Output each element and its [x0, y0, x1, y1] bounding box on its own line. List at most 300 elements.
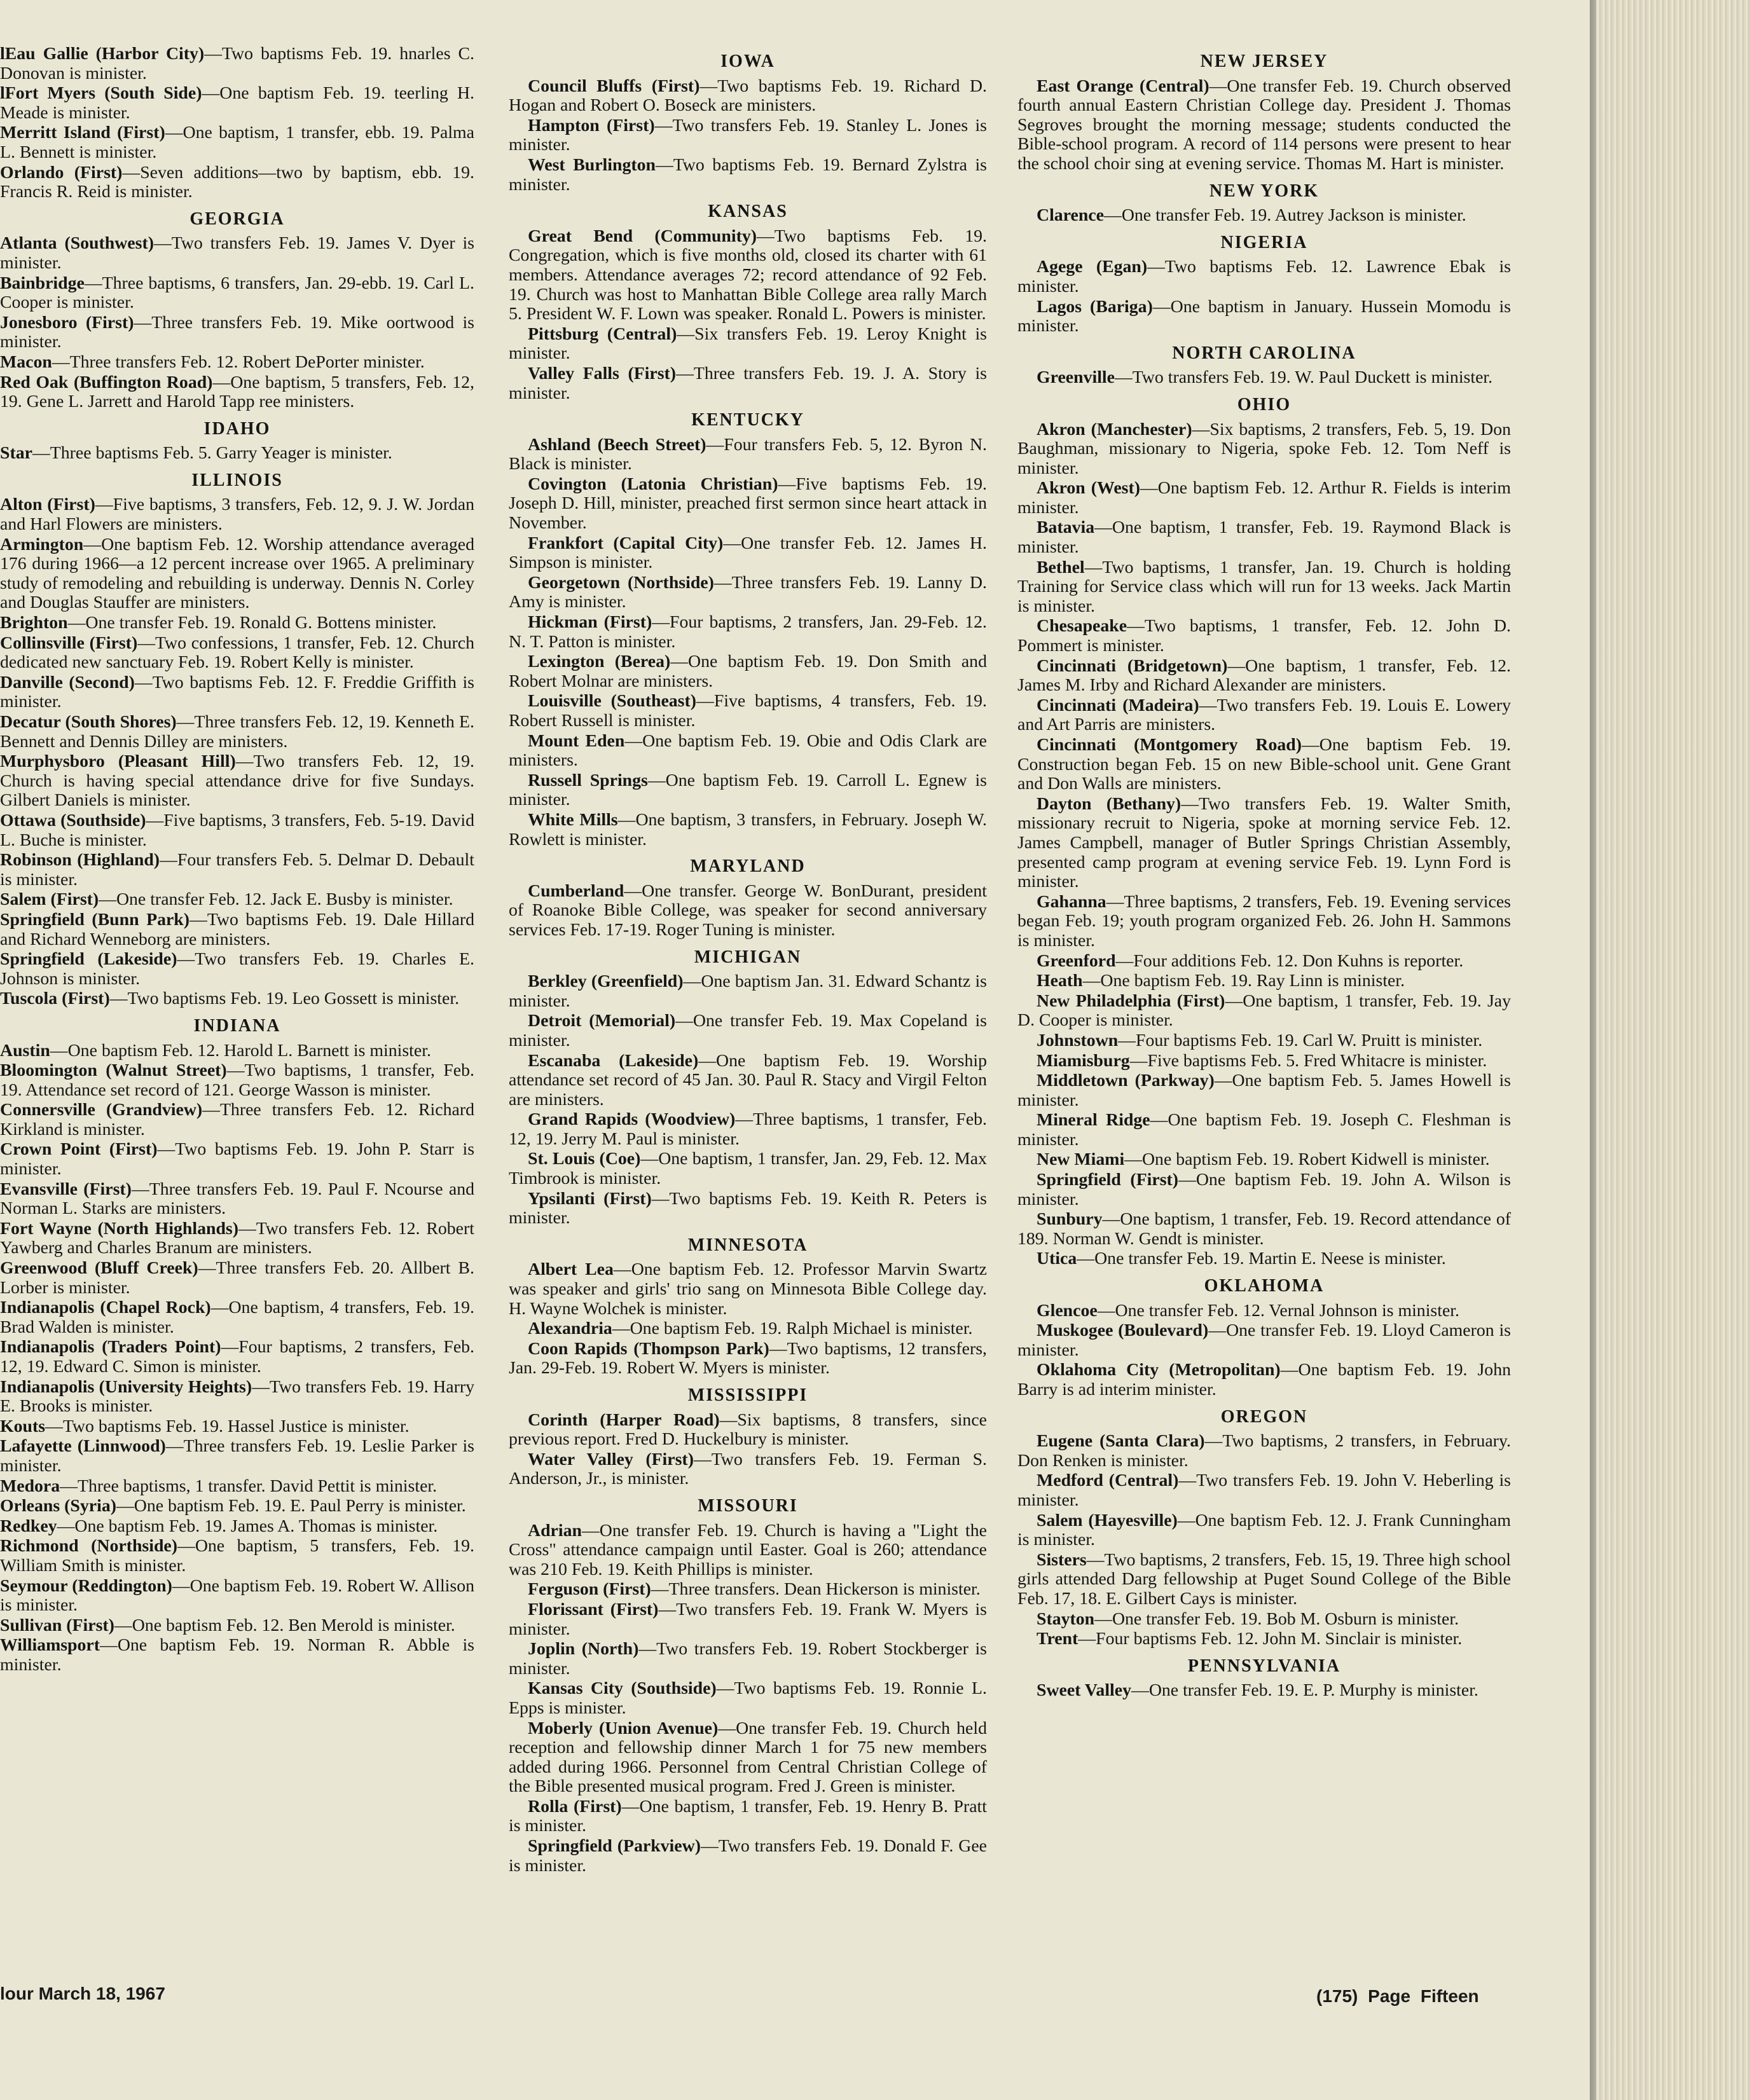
report-text: —Two baptisms, 2 transfers, in February. Don Renken is minister. — [1017, 1431, 1511, 1471]
report-text: —Two baptisms Feb. 19. Congregation, which is five months old, closed its charter with 61 members. Attendance averages 72; record attendance of 92 Feb. 19. Church was host to Manhattan Bible College area rally March 5. President W. F. Lown was speaker. Ronald L. Powers is minister. — [509, 226, 987, 324]
church-report-entry — [1017, 971, 1511, 991]
report-text: —One transfer Feb. 12. Vernal Johnson is minister. — [1097, 1300, 1459, 1321]
report-text: —Two transfers Feb. 19. Frank W. Myers is minister. — [509, 1599, 987, 1639]
church-name: Fort Wayne (North Highlands) — [0, 1218, 238, 1239]
church-name: Connersville (Grandview) — [0, 1100, 203, 1120]
church-report-entry — [509, 1797, 987, 1836]
report-text: —Two baptisms, 1 transfer, Jan. 19. Church is holding Training for Service class which will run for 13 weeks. Jack Martin is minister. — [1017, 557, 1511, 616]
church-report-entry — [1017, 479, 1511, 518]
church-report-entry — [1017, 1511, 1511, 1550]
church-name: Cincinnati (Bridgetown) — [1037, 655, 1228, 676]
report-text: —Two transfers Feb. 19. James V. Dyer is minister. — [0, 233, 474, 273]
church-name: Orleans (Syria) — [0, 1496, 116, 1516]
report-text: —Three baptisms Feb. 5. Garry Yeager is minister. — [32, 443, 392, 463]
state-heading: NIGERIA — [1220, 232, 1308, 252]
church-report-entry — [0, 1616, 474, 1636]
church-report-entry — [1017, 992, 1511, 1031]
church-name: Glencoe — [1037, 1300, 1098, 1321]
church-report-entry — [0, 1140, 474, 1179]
church-report-entry — [509, 1319, 987, 1339]
report-text: —Two transfers Feb. 19. W. Paul Duckett is minister. — [1115, 367, 1493, 388]
church-report-entry — [1017, 1249, 1511, 1269]
report-text: —One baptism, 3 transfers, in February. Joseph W. Rowlett is minister. — [509, 809, 987, 849]
church-report-entry — [509, 692, 987, 731]
report-text: —Two transfers Feb. 19. Walter Smith, missionary recruit to Nigeria, spoke at morning service Feb. 12. James Campbell, manager of Butler Springs Christian Assembly, presented camp program at evening service Feb. 19. Lynn Ford is minister. — [1017, 793, 1511, 892]
report-text: —One transfer Feb. 19. Lloyd Cameron is minister. — [1017, 1321, 1511, 1360]
church-name: Frankfort (Capital City) — [528, 533, 724, 553]
report-text: —One baptism, 1 transfer, Feb. 19. Raymond Black is minister. — [1017, 518, 1511, 558]
church-name: Batavia — [1037, 518, 1095, 538]
report-text: —One baptism in January. Hussein Momodu is minister. — [1017, 296, 1511, 336]
church-report-entry — [509, 1150, 987, 1188]
report-text: —Three transfers Feb. 20. Allbert B. Lorber is minister. — [0, 1258, 474, 1298]
church-name: lEau Gallie (Harbor City) — [0, 44, 205, 64]
church-name: Ottawa (Southside) — [0, 810, 146, 830]
church-report-entry — [509, 77, 987, 116]
church-report-entry — [0, 1378, 474, 1417]
report-text: —Five baptisms, 4 transfers, Feb. 19. Robert Russell is minister. — [509, 691, 987, 731]
church-name: Cincinnati (Madeira) — [1037, 695, 1199, 715]
church-name: White Mills — [528, 809, 618, 830]
church-name: Covington (Latonia Christian) — [528, 474, 778, 494]
church-report-entry — [1017, 1150, 1511, 1170]
church-report-entry — [0, 313, 474, 352]
church-name: Decatur (South Shores) — [0, 712, 177, 732]
church-report-entry — [509, 1679, 987, 1718]
church-name: Sunbury — [1037, 1209, 1103, 1230]
church-report-entry — [0, 1101, 474, 1139]
church-name: Red Oak (Buffington Road) — [0, 372, 213, 392]
report-text: —One transfer Feb. 19. Martin E. Neese is minister. — [1077, 1249, 1446, 1269]
report-text: —Six baptisms, 8 transfers, since previous report. Fred D. Huckelbury is minister. — [509, 1410, 987, 1450]
church-name: Council Bluffs (First) — [528, 76, 700, 96]
church-name: Stayton — [1037, 1609, 1095, 1629]
church-name: Atlanta (Southwest) — [0, 233, 154, 254]
state-heading: MISSISSIPPI — [687, 1385, 808, 1405]
report-text: —Two transfers Feb. 19. Stanley L. Jones is minister. — [509, 115, 987, 155]
church-name: Springfield (Bunn Park) — [0, 909, 190, 930]
church-name: Bethel — [1037, 557, 1085, 577]
state-heading: MARYLAND — [690, 856, 806, 877]
report-text: —One baptism Feb. 5. James Howell is minister. — [1017, 1071, 1511, 1110]
report-text: —One baptism Feb. 19. John Barry is ad interim minister. — [1017, 1360, 1511, 1399]
church-name: Adrian — [528, 1520, 582, 1541]
church-report-entry — [0, 1437, 474, 1476]
church-name: Cumberland — [528, 881, 624, 901]
report-text: —One baptism Feb. 12. Worship attendance averaged 176 during 1966—a 12 percent increase over 1965. A preliminary study of remodeling and rebuilding is underway. Dennis N. Corley and Douglas Stauffer are ministers. — [0, 534, 474, 613]
church-report-entry — [0, 1061, 474, 1100]
church-name: Indianapolis (Chapel Rock) — [0, 1298, 211, 1318]
church-name: Akron (Manchester) — [1037, 419, 1192, 439]
church-name: lFort Myers (South Side) — [0, 83, 202, 104]
footer-date: lour March 18, 1967 — [0, 1984, 165, 2003]
church-name: Albert Lea — [528, 1259, 614, 1280]
church-name: Greenwood (Bluff Creek) — [0, 1258, 198, 1279]
church-name: Mineral Ridge — [1037, 1110, 1150, 1130]
church-name: Indianapolis (University Heights) — [0, 1376, 252, 1397]
church-report-entry — [0, 495, 474, 534]
report-text: —One baptism, 1 transfer, ebb. 19. Palma L. Bennett is minister. — [0, 123, 474, 162]
church-name: Dayton (Bethany) — [1037, 793, 1182, 814]
church-name: Detroit (Memorial) — [528, 1011, 676, 1031]
report-text: —One baptism Feb. 12. Professor Marvin Swartz was speaker and girls' trio sang on Minnesota Bible College day. H. Wayne Wolchek is minister. — [509, 1259, 988, 1319]
church-report-entry — [0, 84, 474, 123]
church-name: Indianapolis (Traders Point) — [0, 1337, 221, 1357]
report-text: —Two baptisms, 1 transfer, Feb. 12. John D. Pommert is minister. — [1017, 616, 1511, 656]
report-text: —One transfer Feb. 19. Church held reception and fellowship dinner March 1 for 75 new members added during 1966. Personnel from Central Christian College of the Bible presented musical program. Fred J. Green is minister. — [509, 1718, 987, 1797]
church-report-entry — [509, 771, 987, 810]
church-report-entry — [1017, 1210, 1511, 1249]
state-heading: NEW YORK — [1209, 181, 1319, 201]
church-report-entry — [1017, 1111, 1511, 1150]
church-report-entry — [0, 851, 474, 889]
church-report-entry — [509, 1521, 987, 1580]
church-name: Crown Point (First) — [0, 1139, 158, 1160]
church-name: Redkey — [0, 1516, 57, 1536]
church-report-entry — [1017, 1170, 1511, 1209]
footer-page-number: (175) Page Fifteen — [1316, 1986, 1479, 2006]
report-text: —Four baptisms, 2 transfers, Feb. 12, 19. Edward C. Simon is minister. — [0, 1337, 475, 1376]
report-text: —One transfer Feb. 19. Max Copeland is minister. — [509, 1011, 987, 1050]
report-text: —Three transfers Feb. 12. Richard Kirkland is minister. — [0, 1100, 474, 1139]
church-report-entry — [509, 436, 987, 474]
report-text: —One transfer Feb. 19. Bob M. Osburn is minister. — [1094, 1609, 1459, 1629]
church-report-entry — [0, 535, 474, 613]
report-text: —One baptism Feb. 19. Construction began Feb. 15 on new Bible-school unit. Gene Grant and Don Walls are ministers. — [1017, 735, 1511, 794]
state-heading: IOWA — [720, 51, 775, 71]
report-text: —Two confessions, 1 transfer, Feb. 12. Church dedicated new sanctuary Feb. 19. Robert Kelly is minister. — [0, 633, 474, 673]
report-text: —One baptism Feb. 19. Don Smith and Robert Molnar are ministers. — [509, 652, 987, 691]
church-name: Greenville — [1037, 367, 1115, 388]
report-text: —Four baptisms Feb. 12. John M. Sinclair is minister. — [1078, 1629, 1463, 1649]
church-name: New Miami — [1037, 1150, 1125, 1170]
church-name: St. Louis (Coe) — [528, 1149, 641, 1169]
church-report-entry — [0, 673, 474, 712]
church-name: Bloomington (Walnut Street) — [0, 1060, 227, 1081]
church-report-entry — [0, 373, 474, 412]
report-text: —Two baptisms, 2 transfers, Feb. 15, 19. Three high school girls attended Darg fellowship at Puget Sound College of the Bible Feb. 17, 18. E. Gilbert Cays is minister. — [1017, 1549, 1511, 1609]
church-report-entry — [509, 882, 987, 940]
state-heading: MISSOURI — [698, 1495, 798, 1516]
state-heading: GEORGIA — [189, 209, 285, 229]
report-text: —One baptism Feb. 19. Carroll L. Egnew is minister. — [509, 770, 987, 810]
church-name: Grand Rapids (Woodview) — [528, 1109, 736, 1130]
report-text: —Four transfers Feb. 5. Delmar D. Debault is minister. — [0, 850, 474, 889]
report-text: —Two baptisms Feb. 19. Keith R. Peters is minister. — [509, 1188, 987, 1228]
report-text: —One transfer. George W. BonDurant, president of Roanoke Bible College, was speaker for second anniversary services Feb. 17-19. Roger Tuning is minister. — [509, 881, 987, 940]
church-report-entry — [0, 1517, 474, 1537]
report-text: —Three baptisms, 6 transfers, Jan. 29-ebb. 19. Carl L. Cooper is minister. — [0, 273, 474, 313]
report-text: —Two baptisms Feb. 19. Bernard Zylstra is minister. — [509, 154, 987, 195]
report-text: —Two transfers Feb. 12, 19. Church is having special attendance drive for five Sundays. Gilbert Daniels is minister. — [0, 751, 474, 811]
church-name: Alexandria — [528, 1319, 612, 1339]
church-name: Hickman (First) — [528, 612, 652, 633]
church-report-entry — [1017, 1471, 1511, 1510]
church-report-entry — [509, 1012, 987, 1050]
church-name: Seymour (Reddington) — [0, 1575, 172, 1596]
church-report-entry — [0, 444, 474, 463]
church-report-entry — [0, 123, 474, 162]
church-report-entry — [1017, 1681, 1511, 1701]
report-text: —Three transfers Feb. 12. Robert DePorter minister. — [52, 352, 425, 372]
church-name: Russell Springs — [528, 770, 648, 790]
church-report-entry — [1017, 1071, 1511, 1110]
church-name: Corinth (Harper Road) — [528, 1410, 720, 1430]
report-text: —Four additions Feb. 12. Don Kuhns is reporter. — [1115, 950, 1464, 971]
report-text: —Two transfers Feb. 19. John V. Heberling is minister. — [1017, 1471, 1511, 1510]
report-text: —One baptism, 4 transfers, Feb. 19. Brad Walden is minister. — [0, 1298, 474, 1337]
report-text: —Three transfers. Dean Hickerson is minister. — [651, 1579, 981, 1600]
report-text: —One baptism Feb. 19. teerling H. Meade is minister. — [0, 83, 475, 123]
report-text: —Three baptisms, 1 transfer. David Pettit is minister. — [60, 1476, 438, 1496]
church-report-entry — [509, 227, 987, 324]
report-text: —Two transfers Feb. 19. Ferman S. Anderson, Jr., is minister. — [509, 1449, 987, 1489]
church-report-entry — [0, 1259, 474, 1298]
report-text: —One transfer Feb. 19. Autrey Jackson is minister. — [1104, 205, 1466, 226]
report-text: —Two transfers Feb. 19. Donald F. Gee is minister. — [509, 1836, 987, 1876]
church-report-entry — [509, 1600, 987, 1639]
church-report-entry — [509, 116, 987, 155]
report-text: —Two baptisms, 12 transfers, Jan. 29-Feb. 19. Robert W. Myers is minister. — [509, 1338, 987, 1378]
report-text: —Two baptisms Feb. 19. hnarles C. Donovan is minister. — [0, 44, 475, 83]
church-name: Middletown (Parkway) — [1037, 1071, 1215, 1091]
church-report-entry — [0, 45, 474, 83]
report-text: —Six transfers Feb. 19. Leroy Knight is minister. — [509, 324, 987, 364]
church-report-entry — [0, 910, 474, 949]
church-name: Rolla (First) — [528, 1796, 622, 1816]
church-report-entry — [1017, 518, 1511, 557]
church-name: Sisters — [1037, 1549, 1087, 1570]
church-name: Greenford — [1037, 950, 1116, 971]
church-name: Ashland (Beech Street) — [528, 434, 706, 455]
report-text: —Two transfers Feb. 19. Louis E. Lowery and Art Parris are ministers. — [1017, 695, 1511, 735]
church-report-entry — [509, 1190, 987, 1228]
church-name: Evansville (First) — [0, 1179, 132, 1199]
church-name: East Orange (Central) — [1037, 76, 1209, 96]
church-name: Lagos (Bariga) — [1037, 296, 1153, 317]
church-name: Utica — [1037, 1249, 1077, 1269]
church-report-entry — [0, 634, 474, 673]
report-text: —Three transfers Feb. 19. Mike oortwood is minister. — [0, 312, 474, 352]
report-text: —Three transfers Feb. 19. Leslie Parker is minister. — [0, 1436, 474, 1476]
report-text: —One baptism, 1 transfer, Feb. 19. Henry B. Pratt is minister. — [509, 1796, 987, 1836]
church-report-entry — [509, 1450, 987, 1489]
church-report-entry — [509, 1110, 987, 1149]
church-name: Springfield (First) — [1037, 1170, 1179, 1190]
church-name: Austin — [0, 1040, 50, 1060]
church-name: Great Bend (Community) — [528, 226, 757, 246]
church-name: Cincinnati (Montgomery Road) — [1037, 735, 1302, 755]
report-text: —One baptism Feb. 12. Arthur R. Fields is interim minister. — [1017, 478, 1511, 518]
report-text: —Four baptisms, 2 transfers, Jan. 29-Feb. 12. N. T. Patton is minister. — [509, 612, 987, 652]
report-text: —Seven additions—two by baptism, ebb. 19. Francis R. Reid is minister. — [0, 162, 474, 202]
church-name: Sweet Valley — [1037, 1680, 1132, 1701]
church-report-entry — [0, 614, 474, 633]
church-report-entry — [1017, 696, 1511, 735]
church-report-entry — [1017, 1321, 1511, 1360]
church-report-entry — [1017, 893, 1511, 951]
report-text: —Five baptisms Feb. 19. Joseph D. Hill, minister, preached first sermon since heart attack in November. — [509, 474, 987, 533]
report-text: —Two baptisms Feb. 19. Dale Hillard and Richard Wenneborg are ministers. — [0, 909, 474, 949]
church-name: Bainbridge — [0, 273, 85, 293]
report-text: —One baptism, 1 transfer, Jan. 29, Feb. 12. Max Timbrook is minister. — [509, 1149, 987, 1189]
church-report-entry — [509, 475, 987, 533]
church-report-entry — [1017, 952, 1511, 971]
church-name: New Philadelphia (First) — [1037, 991, 1225, 1011]
church-name: Salem (First) — [0, 889, 99, 910]
state-heading: INDIANA — [193, 1015, 281, 1036]
church-report-entry — [1017, 1361, 1511, 1399]
church-report-entry — [0, 1041, 474, 1061]
church-name: Gahanna — [1037, 891, 1106, 912]
report-text: —Four baptisms Feb. 19. Carl W. Pruitt is minister. — [1118, 1030, 1483, 1050]
church-name: Water Valley (First) — [528, 1449, 694, 1469]
church-report-entry — [0, 274, 474, 313]
church-report-entry — [1017, 298, 1511, 336]
church-name: Moberly (Union Avenue) — [528, 1718, 719, 1738]
report-text: —One transfer Feb. 19. Church is having a "Light the Cross" attendance campaign until Easter. Goal is 260; attendance was 210 Feb. 19. Keith Phillips is minister. — [509, 1520, 987, 1579]
church-report-entry — [0, 1219, 474, 1258]
church-report-entry — [509, 1411, 987, 1450]
church-name: Sullivan (First) — [0, 1615, 114, 1635]
church-name: Danville (Second) — [0, 672, 135, 692]
church-name: Medora — [0, 1476, 60, 1496]
church-name: Pittsburg (Central) — [528, 324, 677, 344]
church-report-entry — [0, 1338, 474, 1376]
report-text: —One baptism Feb. 19. Worship attendance set record of 45 Jan. 30. Paul R. Stacy and Virgil Felton are ministers. — [509, 1050, 987, 1109]
report-text: —One baptism Feb. 12. J. Frank Cunningham is minister. — [1017, 1510, 1511, 1550]
church-name: Akron (West) — [1037, 478, 1140, 498]
church-report-entry — [0, 752, 474, 811]
church-report-entry — [509, 1580, 987, 1600]
state-heading: IDAHO — [203, 418, 271, 439]
church-report-entry — [0, 1537, 474, 1575]
state-heading: OREGON — [1220, 1406, 1308, 1427]
church-report-entry — [1017, 1551, 1511, 1609]
report-text: —One transfer Feb. 19. Ronald G. Bottens minister. — [67, 613, 437, 633]
church-report-entry — [0, 811, 474, 850]
church-report-entry — [509, 325, 987, 364]
column-left — [0, 45, 474, 1676]
report-text: —Three transfers Feb. 19. Paul F. Ncourse and Norman L. Starks are ministers. — [0, 1179, 474, 1219]
report-text: —Two baptisms Feb. 19. Richard D. Hogan and Robert O. Boseck are ministers. — [509, 76, 987, 116]
church-name: Armington — [0, 534, 84, 554]
church-report-entry — [509, 1260, 987, 1319]
church-name: Medford (Central) — [1037, 1471, 1179, 1491]
report-text: —One transfer Feb. 12. Jack E. Busby is minister. — [99, 889, 453, 910]
church-report-entry — [1017, 420, 1511, 479]
report-text: —One transfer Feb. 19. Church observed fourth annual Eastern Christian College day. President J. Thomas Segroves brought the morning message; students conducted the Bible-school program. A record of 114 persons were present to hear the school choir sing at evening service. Thomas M. Hart is minister. — [1017, 76, 1511, 174]
report-text: —One baptism Feb. 19. Ray Linn is minister. — [1082, 971, 1405, 991]
state-heading: MINNESOTA — [687, 1235, 808, 1255]
church-name: Kouts — [0, 1416, 46, 1436]
church-report-entry — [509, 972, 987, 1011]
church-name: Star — [0, 443, 32, 463]
report-text: —One baptism Feb. 19. John A. Wilson is minister. — [1017, 1170, 1511, 1209]
church-report-entry — [1017, 77, 1511, 174]
church-name: Georgetown (Northside) — [528, 572, 714, 593]
church-report-entry — [1017, 257, 1511, 296]
church-name: Joplin (North) — [528, 1639, 639, 1659]
report-text: —Five baptisms Feb. 5. Fred Whitacre is minister. — [1129, 1050, 1487, 1071]
report-text: —One baptism Feb. 12. Harold L. Barnett is minister. — [50, 1040, 431, 1060]
report-text: —One baptism, 5 transfers, Feb. 19. William Smith is minister. — [0, 1536, 474, 1575]
church-name: Johnstown — [1037, 1030, 1119, 1050]
church-name: West Burlington — [528, 154, 656, 175]
church-report-entry — [0, 1417, 474, 1437]
report-text: —Two transfers Feb. 19. Robert Stockberger is minister. — [509, 1639, 987, 1678]
state-heading: ILLINOIS — [191, 470, 283, 490]
church-report-entry — [509, 156, 987, 195]
church-report-entry — [0, 1497, 474, 1516]
church-name: Lafayette (Linnwood) — [0, 1436, 166, 1457]
church-name: Orlando (First) — [0, 162, 123, 182]
church-report-entry — [1017, 657, 1511, 696]
church-report-entry — [0, 1636, 474, 1675]
report-text: —Two transfers Feb. 19. Charles E. Johnson is minister. — [0, 949, 474, 989]
report-text: —One baptism Feb. 19. Norman R. Abble is minister. — [0, 1635, 474, 1675]
church-name: Springfield (Lakeside) — [0, 949, 177, 970]
church-report-entry — [1017, 1610, 1511, 1630]
church-name: Richmond (Northside) — [0, 1536, 178, 1556]
church-report-entry — [509, 534, 987, 573]
report-text: —Two baptisms Feb. 19. Ronnie L. Epps is minister. — [509, 1678, 987, 1718]
report-text: —Two transfers Feb. 19. Harry E. Brooks is minister. — [0, 1376, 474, 1417]
report-text: —Five baptisms, 3 transfers, Feb. 5-19. David L. Buche is minister. — [0, 810, 474, 850]
church-report-entry — [1017, 617, 1511, 655]
church-name: Heath — [1037, 971, 1083, 991]
report-text: —Three transfers Feb. 19. J. A. Story is minister. — [509, 363, 987, 403]
report-text: —Five baptisms, 3 transfers, Feb. 12, 9. J. W. Jordan and Harl Flowers are ministers. — [0, 495, 474, 535]
church-name: Chesapeake — [1037, 616, 1127, 636]
report-text: —One baptism Feb. 12. Ben Merold is minister. — [114, 1615, 455, 1635]
church-name: Ypsilanti (First) — [528, 1188, 652, 1209]
church-name: Clarence — [1037, 205, 1105, 226]
church-name: Brighton — [0, 613, 68, 633]
church-report-entry — [509, 811, 987, 849]
church-report-entry — [509, 732, 987, 771]
church-report-entry — [0, 890, 474, 910]
church-name: Murphysboro (Pleasant Hill) — [0, 751, 236, 772]
church-name: Macon — [0, 352, 52, 372]
report-text: —Two baptisms, 1 transfer, Feb. 19. Attendance set record of 121. George Wasson is minister. — [0, 1060, 474, 1100]
state-heading: PENNSYLVANIA — [1187, 1656, 1341, 1676]
church-name: Mount Eden — [528, 731, 625, 751]
report-text: —Two baptisms Feb. 12. Lawrence Ebak is minister. — [1017, 257, 1511, 296]
church-name: Jonesboro (First) — [0, 312, 134, 333]
state-heading: NEW JERSEY — [1200, 51, 1328, 71]
report-text: —One transfer Feb. 19. E. P. Murphy is minister. — [1131, 1680, 1478, 1701]
church-report-entry — [0, 1180, 474, 1219]
church-name: Collinsville (First) — [0, 633, 138, 653]
state-heading: KANSAS — [708, 202, 788, 222]
column-middle — [509, 45, 987, 1876]
column-right — [1017, 45, 1511, 1701]
church-report-entry — [509, 1719, 987, 1797]
report-text: —Two baptisms Feb. 19. Hassel Justice is minister. — [45, 1416, 410, 1436]
church-report-entry — [509, 1340, 987, 1378]
church-report-entry — [509, 1052, 987, 1110]
church-report-entry — [1017, 368, 1511, 388]
report-text: —One baptism, 1 transfer, Feb. 12. James M. Irby and Richard Alexander are ministers. — [1017, 655, 1511, 696]
church-name: Hampton (First) — [528, 115, 655, 135]
church-name: Oklahoma City (Metropolitan) — [1037, 1360, 1281, 1380]
report-text: —Two baptisms Feb. 12. F. Freddie Griffith is minister. — [0, 672, 474, 712]
church-report-entry — [0, 989, 474, 1009]
church-report-entry — [1017, 1630, 1511, 1649]
church-name: Berkley (Greenfield) — [528, 971, 684, 992]
church-name: Salem (Hayesville) — [1037, 1510, 1178, 1530]
